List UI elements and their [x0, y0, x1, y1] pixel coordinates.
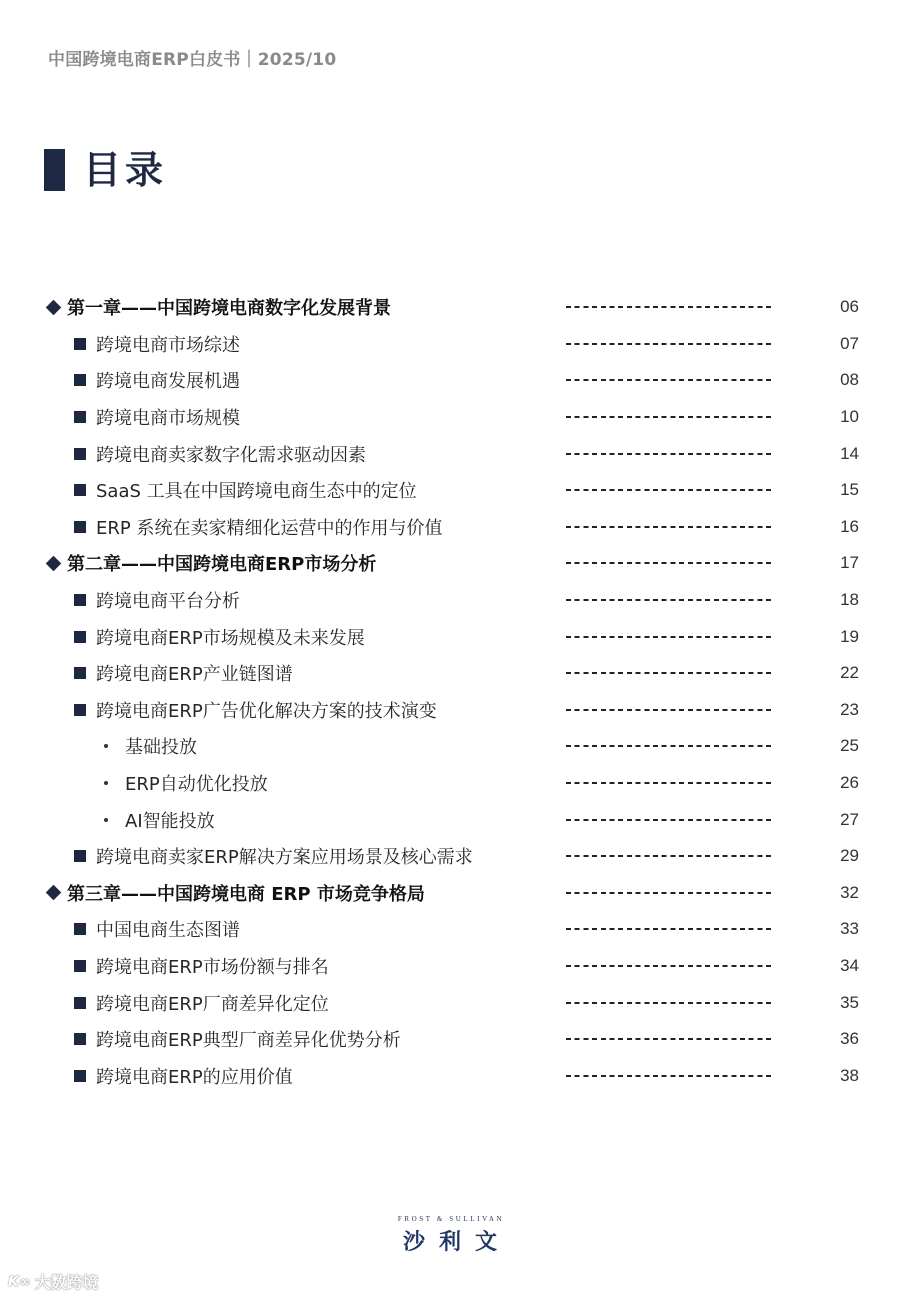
- toc-entry-title: [74, 838, 473, 875]
- toc-section[interactable]: [0, 948, 900, 985]
- toc-page-number: 08: [840, 370, 859, 390]
- square-bullet-icon: [74, 1033, 86, 1045]
- dotted-leader: [566, 343, 775, 345]
- toc-chapter[interactable]: [0, 545, 900, 582]
- diamond-bullet-icon: [46, 885, 62, 901]
- toc-page-number: 25: [840, 736, 859, 756]
- toc-entry-title: [45, 289, 391, 326]
- toc-entry-title: [45, 545, 376, 582]
- toc-chapter[interactable]: [0, 289, 900, 326]
- dotted-leader: [566, 306, 775, 308]
- square-bullet-icon: [74, 631, 86, 643]
- toc-label: 跨境电商卖家数字化需求驱动因素: [96, 444, 366, 466]
- toc-label: ERP自动优化投放: [125, 774, 268, 796]
- square-bullet-icon: [74, 960, 86, 972]
- toc-page-number: 22: [840, 663, 859, 683]
- toc-entry-title: [45, 875, 425, 912]
- toc-page-number: 26: [840, 773, 859, 793]
- toc-page-number: 07: [840, 333, 859, 353]
- toc-label: 第三章——中国跨境电商 ERP 市场竞争格局: [67, 883, 425, 905]
- toc-label: 第一章——中国跨境电商数字化发展背景: [67, 298, 391, 320]
- toc-page-number: 38: [840, 1065, 859, 1085]
- table-of-contents: [0, 289, 900, 1094]
- toc-label: 跨境电商市场综述: [96, 334, 240, 356]
- dotted-leader: [566, 892, 775, 894]
- toc-subsection[interactable]: [0, 765, 900, 802]
- frost-sullivan-logo: [388, 1215, 514, 1256]
- toc-entry-title: [74, 984, 329, 1021]
- toc-entry-title: [74, 399, 240, 436]
- dotted-leader: [566, 965, 775, 967]
- logo-chinese-text: 沙利文: [402, 1230, 511, 1255]
- toc-page-number: 19: [840, 626, 859, 646]
- document-header: 中国跨境电商ERP白皮书｜2025/10: [48, 50, 337, 70]
- dotted-leader: [566, 599, 775, 601]
- dotted-leader: [566, 1038, 775, 1040]
- dot-bullet-icon: [104, 781, 108, 785]
- toc-label: 跨境电商卖家ERP解决方案应用场景及核心需求: [96, 847, 473, 869]
- dotted-leader: [566, 745, 775, 747]
- toc-page-number: 35: [840, 992, 859, 1012]
- toc-entry-title: [104, 801, 215, 838]
- toc-page-number: 27: [840, 809, 859, 829]
- dotted-leader: [566, 379, 775, 381]
- toc-page-number: 18: [840, 590, 859, 610]
- toc-label: 跨境电商发展机遇: [96, 371, 240, 393]
- toc-page-number: 17: [840, 553, 859, 573]
- toc-entry-title: [104, 728, 197, 765]
- toc-entry-title: [74, 692, 437, 729]
- dotted-leader: [566, 453, 775, 455]
- toc-entry-title: [74, 435, 366, 472]
- square-bullet-icon: [74, 411, 86, 423]
- logo-english-text: FROST & SULLIVAN: [397, 1215, 505, 1223]
- toc-page-number: 15: [840, 480, 859, 500]
- square-bullet-icon: [74, 667, 86, 679]
- square-bullet-icon: [74, 338, 86, 350]
- toc-label: 跨境电商平台分析: [96, 591, 240, 613]
- watermark-text: 大数跨境: [34, 1273, 99, 1292]
- toc-entry-title: [74, 1057, 293, 1094]
- toc-label: 跨境电商ERP市场份额与排名: [96, 956, 329, 978]
- watermark-logo-icon: K∞: [8, 1273, 31, 1290]
- toc-page-number: 33: [840, 919, 859, 939]
- dotted-leader: [566, 526, 775, 528]
- title-accent-bar: [44, 149, 65, 191]
- toc-label: 跨境电商ERP广告优化解决方案的技术演变: [96, 700, 437, 722]
- toc-label: 基础投放: [125, 737, 197, 759]
- toc-label: 跨境电商ERP的应用价值: [96, 1066, 293, 1088]
- dotted-leader: [566, 562, 775, 564]
- toc-entry-title: [74, 655, 293, 692]
- toc-entry-title: [74, 582, 240, 619]
- toc-label: ERP 系统在卖家精细化运营中的作用与价值: [96, 517, 443, 539]
- dotted-leader: [566, 782, 775, 784]
- toc-label: 跨境电商市场规模: [96, 408, 240, 430]
- toc-chapter[interactable]: [0, 875, 900, 912]
- toc-label: SaaS 工具在中国跨境电商生态中的定位: [96, 481, 417, 503]
- toc-label: 中国电商生态图谱: [96, 920, 240, 942]
- toc-section[interactable]: [0, 509, 900, 546]
- toc-section[interactable]: [0, 655, 900, 692]
- square-bullet-icon: [74, 594, 86, 606]
- square-bullet-icon: [74, 923, 86, 935]
- toc-entry-title: [74, 948, 329, 985]
- dotted-leader: [566, 416, 775, 418]
- toc-page-number: 29: [840, 846, 859, 866]
- page-title: [44, 149, 167, 191]
- toc-subsection[interactable]: [0, 801, 900, 838]
- toc-entry-title: [74, 326, 240, 363]
- dotted-leader: [566, 672, 775, 674]
- toc-label: AI智能投放: [125, 810, 215, 832]
- toc-entry-title: [74, 509, 442, 546]
- dot-bullet-icon: [104, 818, 108, 822]
- toc-section[interactable]: [0, 362, 900, 399]
- toc-section[interactable]: [0, 326, 900, 363]
- square-bullet-icon: [74, 448, 86, 460]
- square-bullet-icon: [74, 484, 86, 496]
- dotted-leader: [566, 1075, 775, 1077]
- toc-section[interactable]: [0, 582, 900, 619]
- toc-page-number: 36: [840, 1029, 859, 1049]
- toc-section[interactable]: [0, 1021, 900, 1058]
- toc-entry-title: [74, 618, 365, 655]
- square-bullet-icon: [74, 521, 86, 533]
- toc-entry-title: [104, 765, 268, 802]
- toc-section[interactable]: [0, 984, 900, 1021]
- toc-page-number: 06: [840, 297, 859, 317]
- toc-page-number: 23: [840, 699, 859, 719]
- toc-entry-title: [74, 362, 240, 399]
- diamond-bullet-icon: [46, 300, 62, 316]
- toc-section[interactable]: [0, 911, 900, 948]
- dot-bullet-icon: [104, 744, 108, 748]
- toc-page-number: 14: [840, 443, 859, 463]
- toc-label: 跨境电商ERP市场规模及未来发展: [96, 627, 365, 649]
- square-bullet-icon: [74, 704, 86, 716]
- dotted-leader: [566, 1002, 775, 1004]
- toc-page-number: 32: [840, 882, 859, 902]
- toc-label: 跨境电商ERP典型厂商差异化优势分析: [96, 1030, 401, 1052]
- dotted-leader: [566, 709, 775, 711]
- toc-page-number: 10: [840, 407, 859, 427]
- diamond-bullet-icon: [46, 556, 62, 572]
- square-bullet-icon: [74, 997, 86, 1009]
- toc-entry-title: [74, 472, 417, 509]
- dotted-leader: [566, 928, 775, 930]
- toc-label: 跨境电商ERP厂商差异化定位: [96, 993, 329, 1015]
- toc-page-number: 16: [840, 516, 859, 536]
- toc-page-number: 34: [840, 955, 859, 975]
- toc-section[interactable]: [0, 692, 900, 729]
- toc-section[interactable]: [0, 618, 900, 655]
- toc-label: 第二章——中国跨境电商ERP市场分析: [67, 554, 377, 576]
- dotted-leader: [566, 489, 775, 491]
- toc-section[interactable]: [0, 399, 900, 436]
- toc-section[interactable]: [0, 435, 900, 472]
- square-bullet-icon: [74, 850, 86, 862]
- square-bullet-icon: [74, 374, 86, 386]
- square-bullet-icon: [74, 1070, 86, 1082]
- toc-section[interactable]: [0, 838, 900, 875]
- toc-label: 跨境电商ERP产业链图谱: [96, 664, 293, 686]
- toc-section[interactable]: [0, 472, 900, 509]
- toc-entry-title: [74, 911, 240, 948]
- watermark: [8, 1270, 99, 1293]
- toc-subsection[interactable]: [0, 728, 900, 765]
- dotted-leader: [566, 819, 775, 821]
- dotted-leader: [566, 636, 775, 638]
- page-title-text: 目录: [83, 148, 168, 192]
- toc-section[interactable]: [0, 1057, 900, 1094]
- dotted-leader: [566, 855, 775, 857]
- toc-entry-title: [74, 1021, 401, 1058]
